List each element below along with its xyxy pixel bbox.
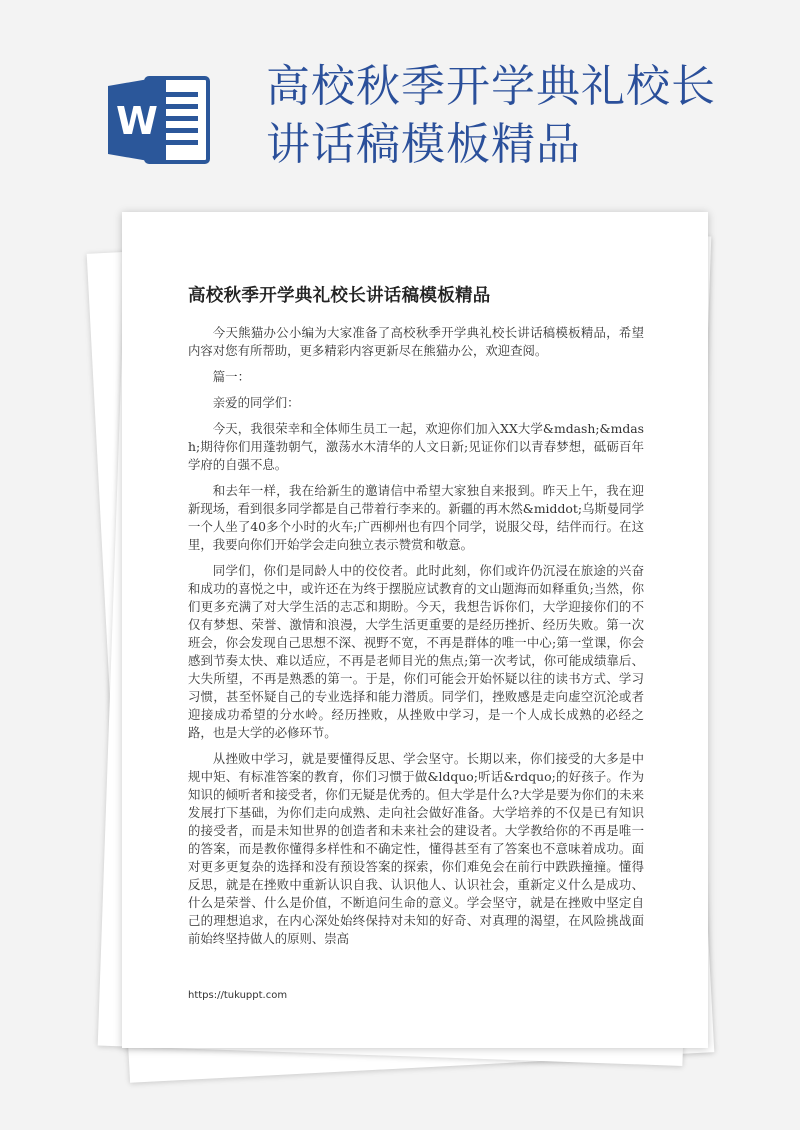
paragraph-section-label: 篇一： (212, 369, 250, 384)
banner-title-line-1: 高校秋季开学典礼校长 (266, 61, 716, 112)
word-logo-letter: W (116, 99, 158, 143)
document-title: 高校秋季开学典礼校长讲话稿模板精品 (188, 286, 491, 306)
paragraph: 从挫败中学习，就是要懂得反思、学会坚守。长期以来，你们接受的大多是中规中矩、有标准答案的教育，你们习惯于做&ldquo;听话&rdquo;的好孩子。作为知识的倾听者和接受者，你们无疑是优秀的。但大学是什么?大学是要为你们的未来发展打下基础，为你们走向成熟、走向社会做好准备。大学培养的不仅是已有知识的接受者，而是未知世界的创造者和未来社会的建设者。大学教给你的不再是唯一的答案，而是教你懂得多样性和不确定性，懂得甚至有了答案也不意味着成功。面对更多更复杂的选择和没有预设答案的探索，你们难免会在前行中跌跌撞撞。懂得反思，就是在挫败中重新认识自我、认识他人、认识社会，重新定义什么是成功、什么是荣誉、什么是价值，不断追问生命的意义。学会坚守，就是在挫败中坚定自己的理想追求，在内心深处始终保持对未知的好奇、对真理的渴望，在风险挑战面前始终坚持做人的原则、崇高 (188, 751, 644, 946)
paragraph: 同学们，你们是同龄人中的佼佼者。此时此刻，你们或许仍沉浸在旅途的兴奋和成功的喜悦之中，或许还在为终于摆脱应试教育的文山题海而如释重负;当然，你们更多充满了对大学生活的志忑和期盼。今天，我想告诉你们，大学迎接你们的不仅有梦想、荣誉、激情和浪漫，大学生活更重要的是经历挫折、经历失败。第一次班会，你会发现自己思想不深、视野不宽，不再是群体的唯一中心;第一堂课，你会感到节奏太快、难以适应，不再是老师目光的焦点;第一次考试，你可能成绩靠后、大失所望，不再是熟悉的第一。于是，你们可能会开始怀疑以往的读书方式、学习习惯，甚至怀疑自己的专业选择和能力潜质。同学们，挫败感是走向虚空沉沦或者迎接成功希望的分水岭。经历挫败，从挫败中学习，是一个人成长成熟的必经之路，也是大学的必修环节。 (188, 563, 644, 740)
paragraph-salutation: 亲爱的同学们： (212, 395, 300, 410)
document-body (188, 324, 644, 956)
document-footer-url: https://tukuppt.com (188, 990, 288, 1001)
word-document-icon (108, 74, 212, 166)
paragraph: 今天，我很荣幸和全体师生员工一起，欢迎你们加入XX大学&mdash;&mdash;期待你们用蓬勃朝气，激荡水木清华的人文日新;见证你们以青春梦想，砥砺百年学府的自强不息。 (188, 421, 644, 472)
paragraph-intro: 今天熊猫办公小编为大家准备了高校秋季开学典礼校长讲话稿模板精品，希望内容对您有所帮助，更多精彩内容更新尽在熊猫办公，欢迎查阅。 (188, 325, 644, 358)
banner-title-line-2: 讲话稿模板精品 (266, 119, 581, 170)
paragraph: 和去年一样，我在给新生的邀请信中希望大家独自来报到。昨天上午，我在迎新现场，看到很多同学都是自己带着行李来的。新疆的再木然&middot;乌斯曼同学一个人坐了40多个小时的火车;广西柳州也有四个同学，说服父母，结伴而行。在这里，我要向你们开始学会走向独立表示赞赏和敬意。 (188, 483, 644, 552)
document-page (122, 212, 708, 1048)
banner-title (266, 58, 776, 174)
